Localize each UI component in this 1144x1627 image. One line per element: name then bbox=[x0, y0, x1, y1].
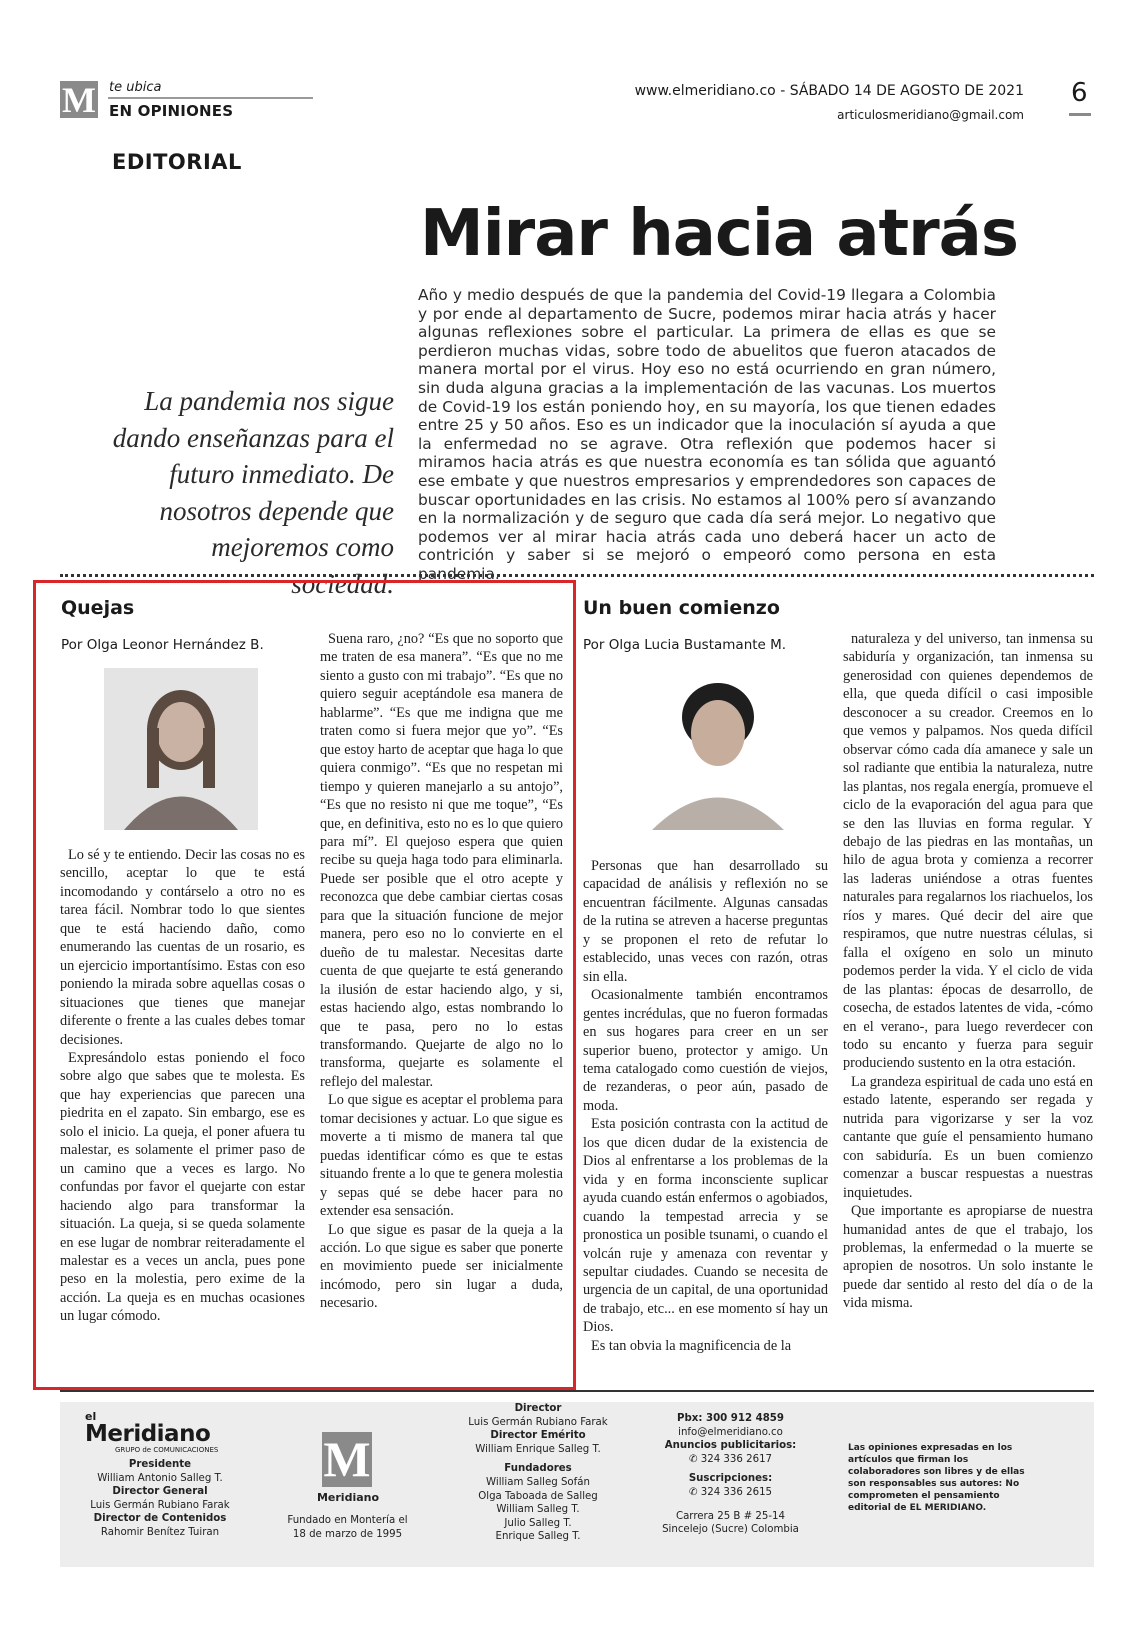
director-general-name: Luis Germán Rubiano Farak bbox=[90, 1499, 230, 1511]
section-name: EN OPINIONES bbox=[109, 102, 234, 120]
whatsapp-icon: ✆ bbox=[688, 1486, 698, 1498]
paragraph: Esta posición contrasta con la actitud de los que dicen dudar de la existencia de Dios al enfrentarse a los problemas de la vida y en forma inconsciente suplicar ayuda cuando están enfermos o agobiados, cuando la tempestad arrecia y se pronostica un posible tsunami, o cuando el volcán ruje y amenaza con reventar y sepultar ciudades. Cuando se necesita de urgencia de un capital, de una oportunidad de trabajo, etc... en ese momento sí hay un Dios. bbox=[583, 1116, 828, 1336]
suscripciones-phone: 324 336 2615 bbox=[700, 1486, 773, 1498]
article-column-1 bbox=[583, 857, 828, 1355]
paragraph: Lo que sigue es pasar de la queja a la acción. Lo que sigue es saber que ponerte en movimiento puede ser inicialmente incómodo, pero sin lugar a duda, necesario. bbox=[320, 1221, 563, 1312]
brand-logo bbox=[85, 1410, 245, 1454]
header-divider bbox=[108, 97, 313, 99]
director-contenidos-name: Rahomir Benítez Tuiran bbox=[100, 1526, 220, 1538]
city: Sincelejo (Sucre) Colombia bbox=[662, 1524, 799, 1536]
anuncios-label: Anuncios publicitarios: bbox=[664, 1440, 797, 1452]
paragraph: Expresándolo estas poniendo el foco sobre algo que sabes que te molesta. Es que hay experiencias que parecen una piedrita en el zapato. Sin embargo, ese es solo el inicio. La queja, el poner afuera tu malestar, es solamente el primer paso de un camino que a veces es largo. No confundas por favor el quejarte con estar haciendo algo para transformar la situación. La queja, si se queda solamente en ese lugar de nombrar reiteradamente el malestar es a veces un ancla, pues pone peso en la molestia, pero exime de la acción. La queja es en muchas ocasiones un lugar cómodo. bbox=[60, 1049, 305, 1325]
article-title: Un buen comienzo bbox=[583, 597, 780, 619]
fundador: Enrique Salleg T. bbox=[495, 1531, 581, 1543]
paragraph: La grandeza espiritual de cada uno está en estado latente, esperando ser regada y nutrida para vigorizarse y ser la voz cantante que guíe el pensamiento humano con sabiduría. Es un buen comienzo comenzar a buscar respuestas a nuestras inquietudes. bbox=[843, 1073, 1093, 1201]
disclaimer: Las opiniones expresadas en los artículos que firman los colaboradores son libres y de ellas son responsables sus autores: No comprometen el pensamiento editorial de EL MERIDIANO. bbox=[848, 1443, 1025, 1513]
article-title: Quejas bbox=[61, 597, 135, 619]
article-byline: Por Olga Lucia Bustamante M. bbox=[583, 637, 787, 653]
paragraph: Suena raro, ¿no? “Es que no soporto que me traten de esa manera”. “Es que no me siento a gusto con mi trabajo”. “Es que no quiero seguir aceptándole esa manera de hablarme”. “Es que me indigna que me traten como si fuera mejor que yo”. “Es que estoy harto de aceptar que haga lo que quiera conmigo”. “Es que no respetan mi tiempo y quieren manejarlo a su antojo”, “Es que no resisto ni que me toque”, “Es que, en definitiva, esto no es lo que quiero para mí”. El quejoso espera que quien recibe su queja haga todo para eliminarla. Puede ser posible que el otro acepte y reconozca que debe cambiar ciertas cosas para que la situación funcione de mejor manera, pero eso no lo convierte en el dueño de tu malestar. Necesitas darte cuenta de que quejarte te está generando la ilusión de estar haciendo algo, y si, estas haciendo algo, estas nombrando lo que te pasa, pero no lo estas transformando. Quejarte de algo no lo transforma, quejarte es solamente el reflejo del malestar. bbox=[320, 631, 563, 1090]
page-number-underline bbox=[1069, 113, 1091, 116]
paragraph: Lo sé y te entiendo. Decir las cosas no es sencillo, aceptar lo que te está incomodando y contárselo a otro no es tarea fácil. Nombrar todo lo que sientes que te está haciendo daño, como enumerando las cuentas de un rosario, es un ejercicio importantísimo. Estas con eso poniendo la mirada sobre aquellas cosas o situaciones que tienes que manejar diferente o frente a las cuales debes tomar decisiones. bbox=[60, 847, 305, 1048]
contact-email: articulosmeridiano@gmail.com bbox=[837, 108, 1024, 122]
address: Carrera 25 B # 25-14 bbox=[675, 1510, 786, 1522]
article-column-2 bbox=[320, 630, 563, 1313]
site-and-date: www.elmeridiano.co - SÁBADO 14 DE AGOSTO DE 2021 bbox=[634, 83, 1024, 99]
editorial-body: Año y medio después de que la pandemia del Covid-19 llegara a Colombia y por ende al departamento de Sucre, podemos mirar hacia atrás y hacer algunas reflexiones sobre el particular. La primera de ellas es que se perdieron muchas vidas, sobre todo de abuelitos que fueron atacados de manera mortal por el virus. Hoy eso no está ocurriendo en gran número, sin duda alguna gracias a la implementación de las vacunas. Los muertos de Covid-19 los están poniendo hoy, en su mayoría, los que tienen edades entre 25 y 50 años. Eso es un indicador que la inoculación sí ayuda a que la enfermedad no se agrave. Otra reflexión que podemos hacer si miramos hacia atrás es que nuestra economía es tan sólida que aguantó ese embate y que nuestros empresarios y emprendedores son capaces de buscar oportunidades en las crisis. No estamos al 100% pero sí avanzando en la normalización y de seguro que cada día será mejor. Lo negativo que podemos ver al mirar hacia atrás cada uno deberá hacer un acto de contrición y saber si se mejoró o empeoró como persona en esta pandemia. bbox=[418, 286, 996, 583]
center-logo-name: Meridiano bbox=[316, 1491, 380, 1504]
fundador: William Salleg T. bbox=[496, 1504, 580, 1516]
director-contenidos-label: Director de Contenidos bbox=[93, 1513, 227, 1525]
masthead-footer bbox=[60, 1402, 1094, 1567]
director-name: Luis Germán Rubiano Farak bbox=[468, 1416, 608, 1428]
director-general-label: Director General bbox=[112, 1486, 208, 1498]
pbx: Pbx: 300 912 4859 bbox=[677, 1413, 784, 1424]
anuncios-phone: 324 336 2617 bbox=[700, 1453, 773, 1465]
presidente-label: Presidente bbox=[128, 1459, 192, 1470]
brand-name: Meridiano bbox=[85, 1421, 211, 1447]
paragraph: naturaleza y del universo, tan inmensa su sabiduría y organización, tan inmensa su generosidad con quienes dependemos de ella, que queda difícil o casi imposible desconocer a su creador. Creemos en lo que vemos y palpamos. Nos queda difícil observar cómo cada día amanece y sale un sol radiante que entibia la naturaleza, nutre las plantas, nos regala energía, promueve el ciclo de la evaporación del agua para que se den las lluvias en forma regular. Y debajo de las piedras en las montañas, un hilo de agua brota y comienza a recorrer las laderas uniéndose a otras fuentes naturales para regalarnos los riachuelos, los ríos y mares. Qué decir del aire que respiramos, que nutre nuestras células, si falla el oxígeno en solo un minuto podemos perder la vida. Y el ciclo de vida de las plantas: épocas de desarrollo, de cosecha, de estados latentes de vida, -cómo en el verano-, para luego reverdecer con todo su encanto y fuerza para seguir produciendo sustento en la otra estación. bbox=[843, 631, 1093, 1072]
author-photo bbox=[646, 665, 790, 830]
paragraph: Ocasionalmente también encontramos gentes incrédulas, que no fueron formadas en sus hogares para creer en un ser superior bueno, protector y amigo. Un tema catalogado como cuestión de viejos, de rezanderas, o peor aún, pasado de moda. bbox=[583, 987, 828, 1114]
article-column-1 bbox=[60, 846, 305, 1326]
paragraph: Es tan obvia la magnificencia de la bbox=[591, 1337, 792, 1354]
founded-note: Fundado en Montería el 18 de marzo de 1995 bbox=[287, 1515, 408, 1540]
staff-center bbox=[453, 1402, 623, 1544]
brand-subtitle: GRUPO de COMUNICACIONES bbox=[115, 1446, 219, 1454]
fundador: William Salleg Sofán bbox=[486, 1476, 590, 1488]
emerito-name: William Enrique Salleg T. bbox=[475, 1443, 601, 1455]
page-number: 6 bbox=[1071, 78, 1088, 108]
newspaper-logo: M bbox=[60, 81, 98, 118]
presidente-name: William Antonio Salleg T. bbox=[97, 1472, 223, 1484]
staff-left bbox=[70, 1458, 250, 1540]
section-divider bbox=[60, 574, 1094, 577]
editorial-label: EDITORIAL bbox=[112, 150, 242, 174]
contact-block bbox=[643, 1412, 818, 1537]
brand-el: el bbox=[85, 1410, 97, 1423]
header-tagline: te ubica bbox=[109, 80, 162, 95]
fundador: Olga Taboada de Salleg bbox=[478, 1490, 598, 1502]
footer-divider bbox=[60, 1390, 1094, 1392]
article-column-2 bbox=[843, 630, 1093, 1313]
article-byline: Por Olga Leonor Hernández B. bbox=[61, 637, 264, 653]
fundadores-label: Fundadores bbox=[504, 1463, 572, 1475]
person-icon bbox=[646, 665, 790, 830]
info-email: info@elmeridiano.co bbox=[678, 1426, 783, 1438]
fundador: Julio Salleg T. bbox=[504, 1517, 572, 1529]
center-logo: M bbox=[323, 1431, 371, 1487]
emerito-label: Director Emérito bbox=[490, 1430, 586, 1442]
paragraph: Personas que han desarrollado su capacidad de análisis y reflexión no se encuentran fácilmente. Algunas cansadas de la rutina se atreven a hacerse preguntas y se proponen el reto de refutar lo establecido, unas veces con razón, otras sin ella. bbox=[583, 858, 828, 985]
suscripciones-label: Suscripciones: bbox=[688, 1473, 773, 1485]
editorial-headline: Mirar hacia atrás bbox=[420, 197, 1018, 271]
whatsapp-icon: ✆ bbox=[688, 1453, 698, 1465]
paragraph: Que importante es apropiarse de nuestra humanidad antes de que el trabajo, los problemas, la enfermedad o la muerte se apropien de nosotros. Un solo instante le puede dar sentido al resto del día o de la vida misma. bbox=[843, 1203, 1093, 1312]
director-label: Director bbox=[514, 1403, 562, 1414]
person-icon bbox=[104, 668, 258, 830]
pull-quote: La pandemia nos sigue dando enseñanzas para el futuro inmediato. De nosotros depende que mejoremos como sociedad. bbox=[112, 386, 394, 599]
paragraph: Lo que sigue es aceptar el problema para tomar decisiones y actuar. Lo que sigue es moverte a ti mismo de manera tal que puedas identificar cómo es que te estas situando frente a lo que te genera molestia y sepas qué se debe hacer para no extender esa sensación. bbox=[320, 1092, 563, 1220]
author-photo bbox=[104, 668, 258, 830]
